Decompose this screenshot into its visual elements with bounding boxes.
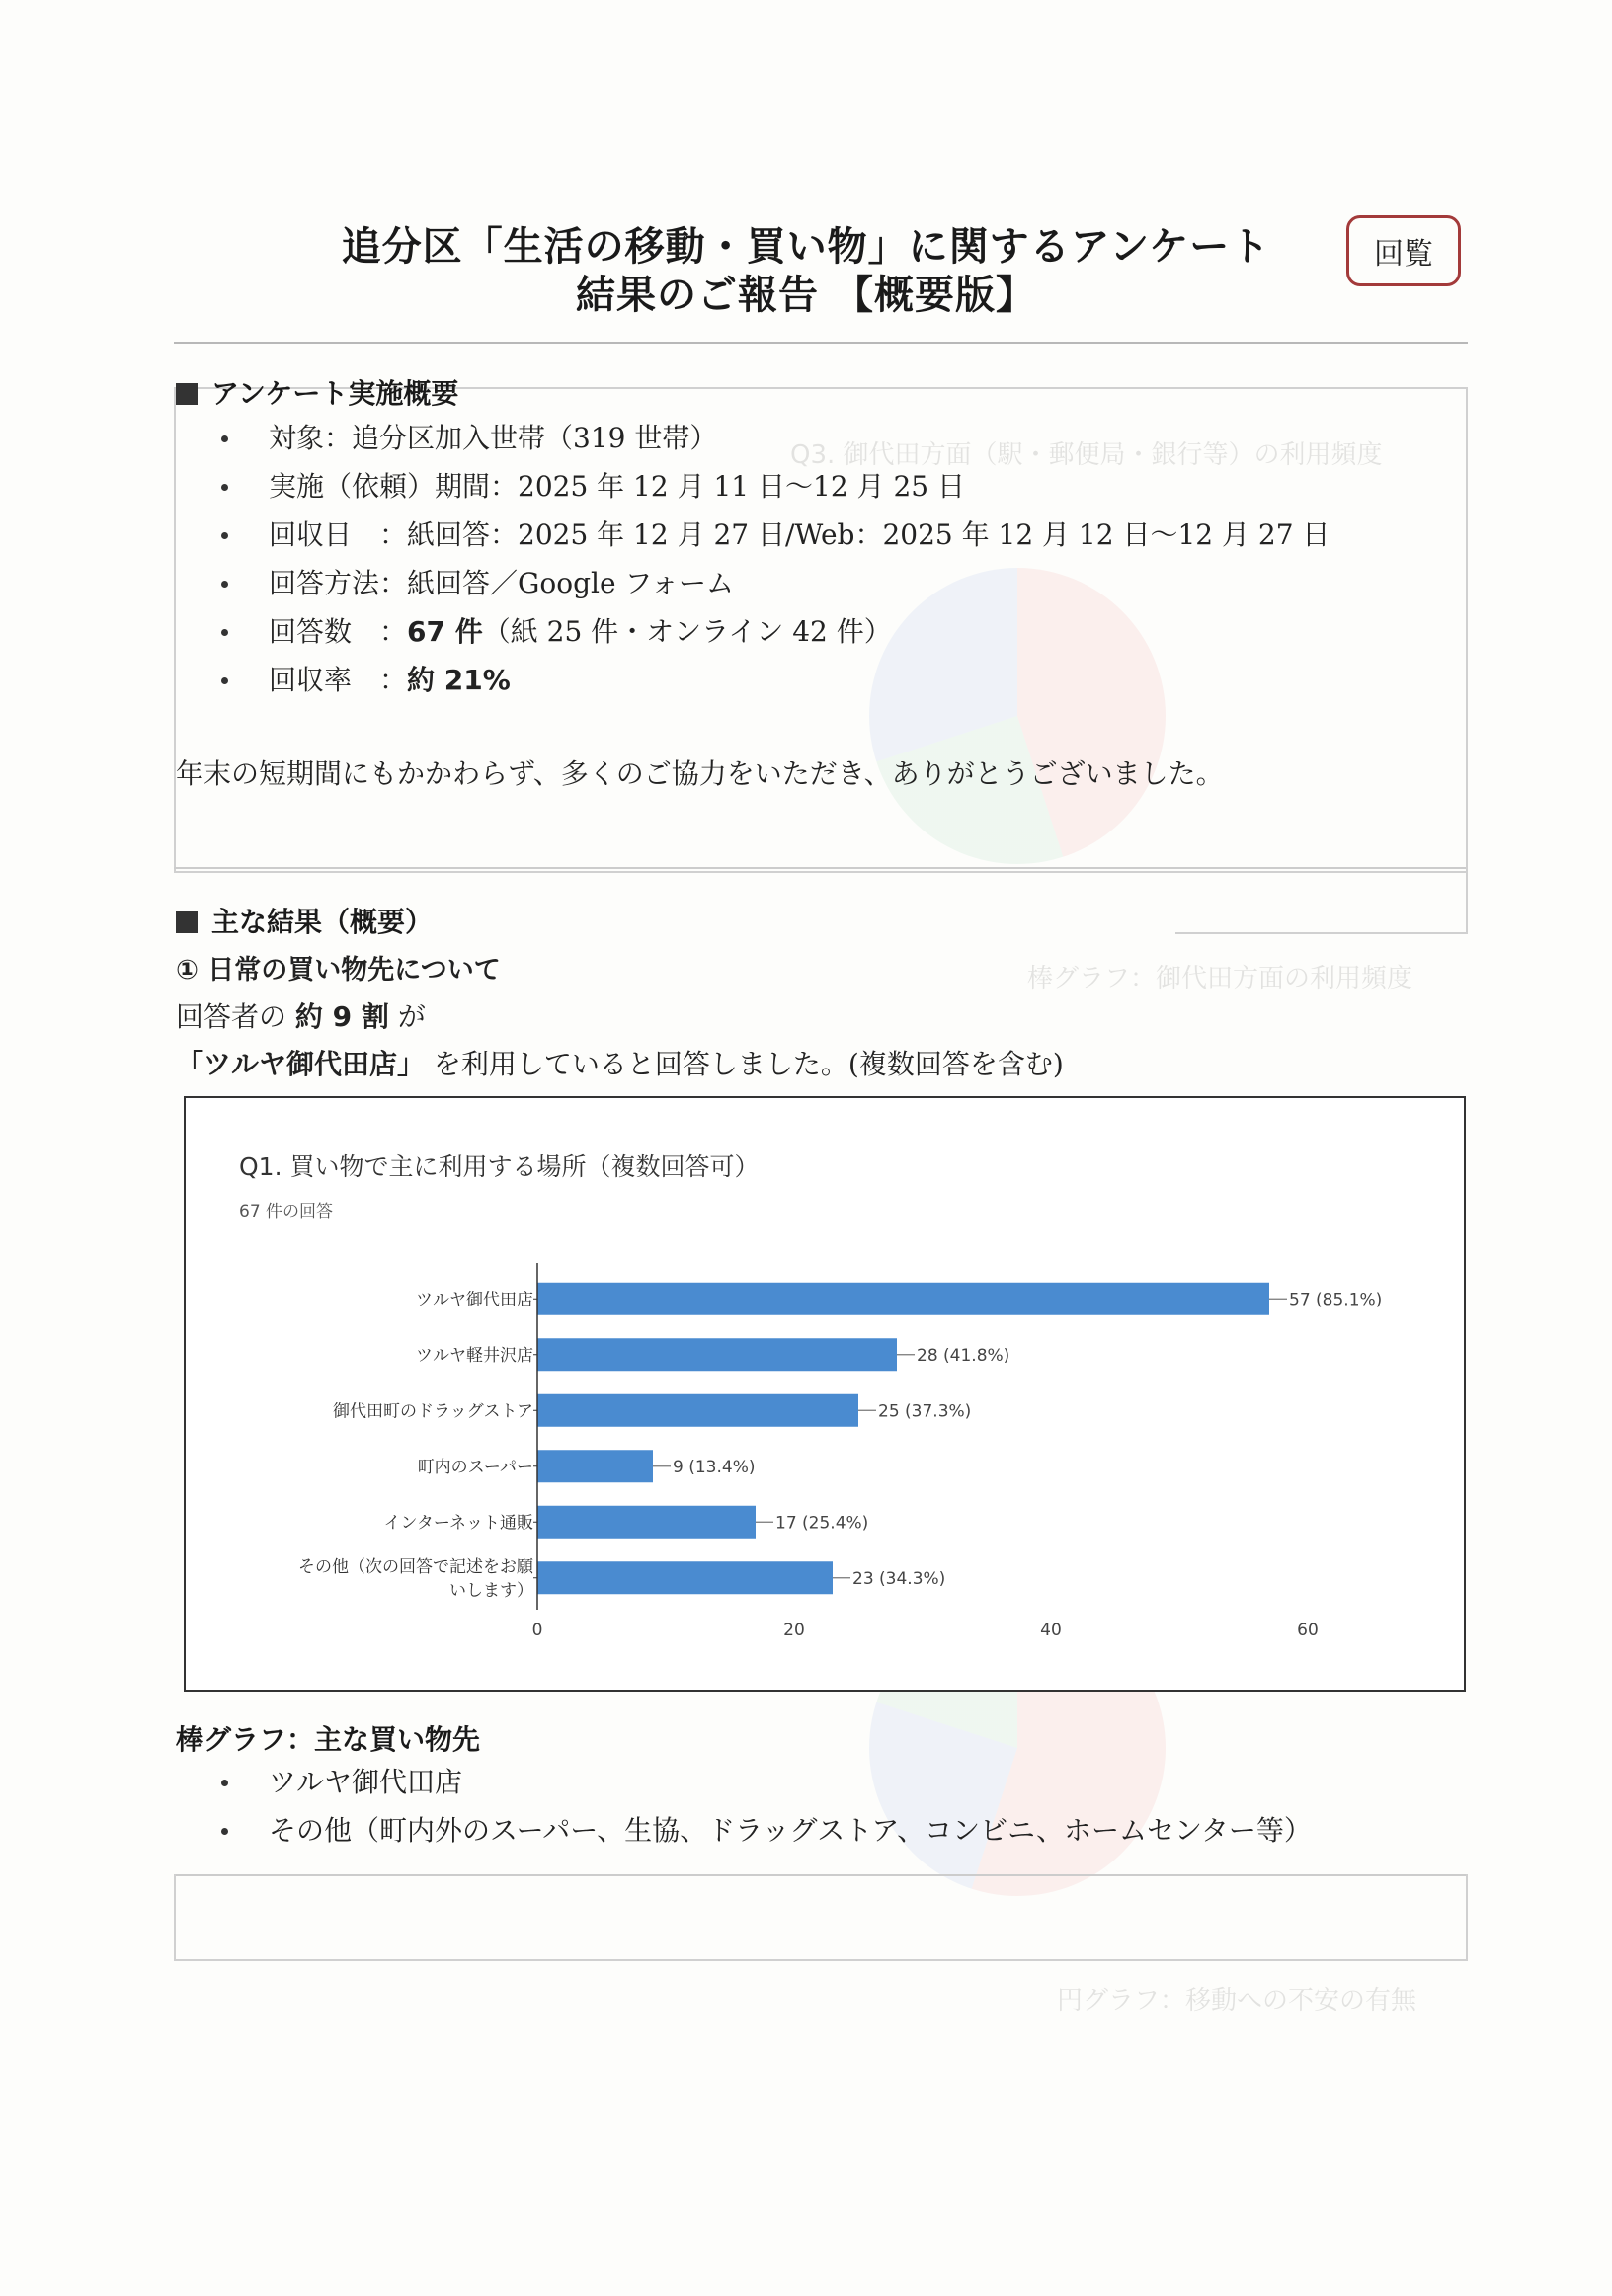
data-label: 17 (25.4%) (775, 1513, 869, 1534)
showthrough-text: 棒グラフ：御代田方面の利用頻度 (1027, 964, 1413, 993)
data-label: 23 (34.3%) (852, 1568, 946, 1589)
caption-item: その他（町内外のスーパー、生協、ドラッグストア、コンビニ、ホームセンター等） (174, 1806, 1458, 1855)
results-subheading: ① 日常の買い物先について (176, 955, 501, 986)
bullet-dot-icon (221, 581, 228, 588)
x-tick-label: 40 (1040, 1621, 1062, 1640)
page-title-line1: 追分区「生活の移動・買い物」に関するアンケート (341, 224, 1271, 270)
category-label: 御代田町のドラッグストア (333, 1401, 533, 1422)
data-label: 9 (13.4%) (673, 1457, 756, 1477)
bullet-dot-icon (221, 1780, 228, 1786)
overview-item: 回答数 ：67 件（紙 25 件・オンライン 42 件） (174, 607, 1458, 656)
bullet-dot-icon (221, 677, 228, 684)
overview-item: 回収率 ：約 21% (174, 656, 1458, 704)
results-heading: 主な結果（概要） (176, 901, 433, 940)
bar-chart (186, 1098, 1464, 1690)
overview-item: 回収日 ：紙回答：2025 年 12 月 27 日/Web：2025 年 12 月 12 日～12 月 27 日 (174, 511, 1458, 559)
bullet-dot-icon (221, 629, 228, 636)
data-label: 57 (85.1%) (1289, 1290, 1383, 1310)
thanks-text: 年末の短期間にもかかわらず、多くのご協力をいただき、ありがとうございました。 (176, 757, 1224, 790)
bullet-dot-icon (221, 435, 228, 442)
chart-title: Q1. 買い物で主に利用する場所（複数回答可） (239, 1152, 760, 1181)
page-title-line2: 結果のご報告 【概要版】 (576, 273, 1036, 318)
overview-item: 回答方法：紙回答／Google フォーム (174, 559, 1458, 607)
category-label: ツルヤ御代田店 (416, 1290, 533, 1310)
overview-item: 対象：追分区加入世帯（319 世帯） (174, 414, 1458, 462)
bar (537, 1561, 833, 1594)
bar-caption-list (174, 1758, 1458, 1855)
data-label: 25 (37.3%) (878, 1401, 972, 1422)
bar (537, 1450, 653, 1482)
overview-list (174, 414, 1458, 704)
circulation-stamp: 回覧 (1346, 215, 1461, 286)
category-label: インターネット通販 (383, 1513, 533, 1534)
data-label: 28 (41.8%) (917, 1345, 1010, 1366)
category-label: ツルヤ軽井沢店 (416, 1345, 533, 1366)
results-line2: 「ツルヤ御代田店」 を利用していると回答しました。(複数回答を含む) (176, 1048, 1064, 1080)
bar (537, 1283, 1269, 1315)
caption-item: ツルヤ御代田店 (174, 1758, 1458, 1806)
bar-caption-heading: 棒グラフ：主な買い物先 (176, 1723, 481, 1756)
chart-subtitle: 67 件の回答 (239, 1202, 334, 1222)
showthrough-text: Q3. 御代田方面（駅・郵便局・銀行等）の利用頻度 (790, 440, 1383, 470)
category-label: いします） (449, 1580, 533, 1601)
x-tick-label: 20 (783, 1621, 805, 1640)
results-side-frame (1175, 867, 1468, 934)
bar (537, 1394, 858, 1427)
bar (537, 1506, 756, 1539)
bottom-frame (174, 1874, 1468, 1961)
results-line1: 回答者の 約 9 割 が (176, 1000, 426, 1033)
bar (537, 1338, 897, 1371)
square-bullet-icon (176, 383, 198, 405)
overview-heading: アンケート実施概要 (176, 372, 458, 412)
overview-item: 実施（依頼）期間：2025 年 12 月 11 日～12 月 25 日 (174, 462, 1458, 511)
chart-panel (184, 1096, 1466, 1692)
x-tick-label: 60 (1297, 1621, 1319, 1640)
bullet-dot-icon (221, 484, 228, 491)
x-tick-label: 0 (531, 1621, 543, 1640)
top-divider (174, 342, 1468, 344)
bullet-dot-icon (221, 532, 228, 539)
showthrough-text: 円グラフ：移動への不安の有無 (1057, 1986, 1417, 2016)
category-label: 町内のスーパー (417, 1457, 533, 1477)
square-bullet-icon (176, 911, 198, 933)
category-label: その他（次の回答で記述をお願 (298, 1556, 533, 1577)
bullet-dot-icon (221, 1828, 228, 1835)
